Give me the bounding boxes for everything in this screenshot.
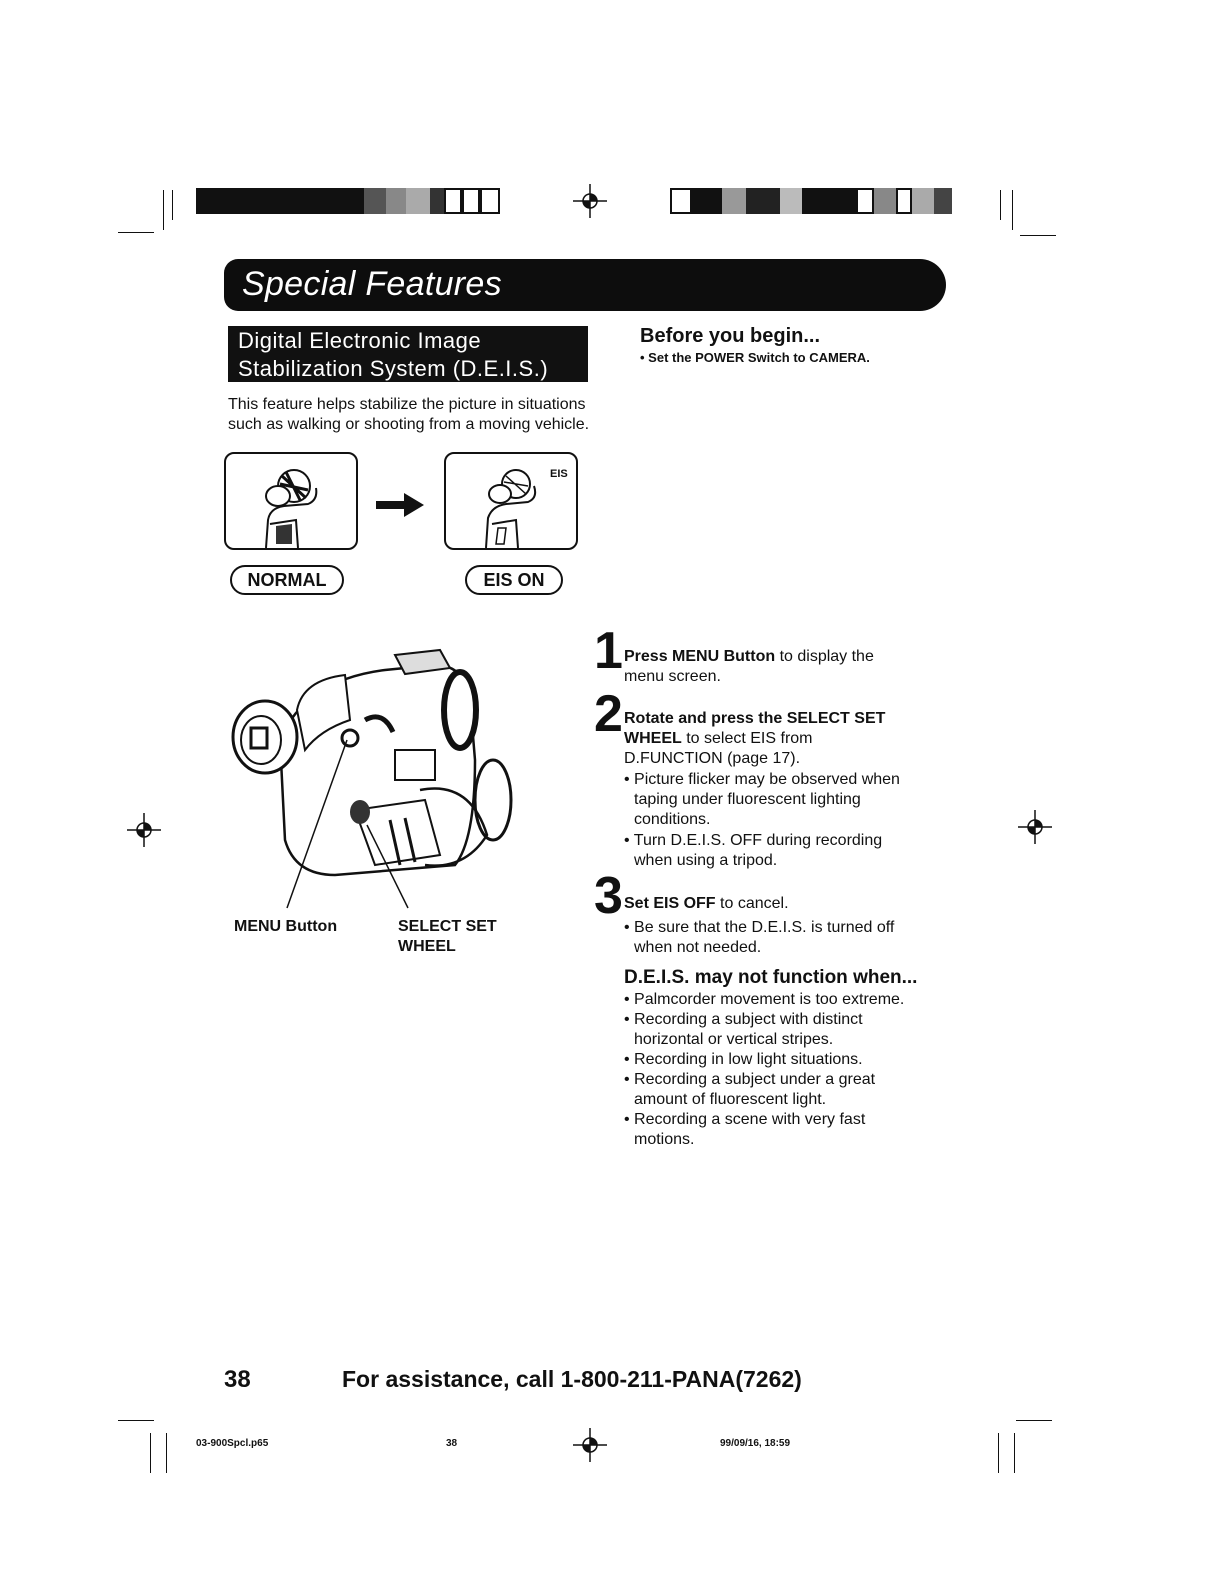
crop-mark — [1016, 1420, 1052, 1421]
step-number: 2 — [594, 685, 623, 743]
color-bar-right — [670, 188, 952, 214]
camcorder-illustration — [225, 640, 525, 920]
menu-button-callout: MENU Button — [234, 918, 338, 935]
crop-mark — [163, 190, 164, 230]
slug-file: 03-900Spcl.p65 — [196, 1438, 269, 1449]
step-line: menu screen. — [624, 668, 721, 685]
intro-text — [228, 395, 648, 435]
color-bar-left — [196, 188, 500, 214]
step-number: 1 — [594, 622, 623, 680]
step-1-text — [624, 647, 874, 687]
bullet-line: motions. — [634, 1131, 695, 1148]
bullet-line: • Recording a subject with distinct — [624, 1011, 863, 1028]
step-number: 3 — [594, 867, 623, 925]
person-camera-icon — [226, 454, 356, 548]
eis-illustration — [444, 452, 578, 550]
feature-subtitle — [228, 326, 588, 382]
list-item — [624, 770, 900, 830]
bullet-line: when not needed. — [634, 939, 762, 956]
bullet-line: taping under fluorescent lighting — [634, 791, 861, 808]
step-rest: to cancel. — [715, 895, 789, 912]
step-bold: WHEEL — [624, 730, 682, 747]
callout-line: WHEEL — [398, 938, 456, 955]
subtitle-line: Stabilization System (D.E.I.S.) — [238, 356, 549, 381]
step-bold: Set EIS OFF — [624, 895, 716, 912]
before-title: Before you begin... — [640, 325, 821, 347]
bullet-line: horizontal or vertical stripes. — [634, 1031, 834, 1048]
step-bold: Rotate and press the SELECT SET — [624, 710, 886, 727]
step-3-text — [624, 894, 789, 914]
normal-label: NORMAL — [230, 565, 344, 595]
intro-line: such as walking or shooting from a moving vehicle. — [228, 416, 590, 433]
registration-target-icon — [127, 813, 161, 847]
eis-mark: EIS — [550, 468, 568, 480]
crop-mark — [1014, 1433, 1015, 1473]
before-item: • Set the POWER Switch to CAMERA. — [640, 350, 870, 365]
crop-mark — [1012, 190, 1013, 230]
slug-page: 38 — [446, 1438, 458, 1449]
bullet-line: • Recording a scene with very fast — [624, 1111, 866, 1128]
bullet-line: amount of fluorescent light. — [634, 1091, 827, 1108]
bullet-line: • Be sure that the D.E.I.S. is turned off — [624, 919, 895, 936]
crop-mark — [1020, 235, 1056, 236]
bullet-line: • Recording a subject under a great — [624, 1071, 876, 1088]
eis-on-label: EIS ON — [465, 565, 563, 595]
crop-mark — [118, 232, 154, 233]
section-banner — [224, 259, 946, 311]
registration-target-icon — [573, 1428, 607, 1462]
crop-mark — [1000, 190, 1001, 220]
select-wheel-callout — [398, 917, 497, 957]
bullet-line: • Recording in low light situations. — [624, 1051, 863, 1068]
subtitle-line: Digital Electronic Image — [238, 328, 482, 353]
step-2-text — [624, 709, 885, 769]
crop-mark — [150, 1433, 151, 1473]
normal-illustration — [224, 452, 358, 550]
registration-target-icon — [1018, 810, 1052, 844]
step-rest: to select EIS from — [681, 730, 813, 747]
bullet-line: conditions. — [634, 811, 711, 828]
crop-mark — [998, 1433, 999, 1473]
registration-target-icon — [573, 184, 607, 218]
banner-title: Special Features — [242, 265, 502, 303]
crop-mark — [166, 1433, 167, 1473]
limits-title: D.E.I.S. may not function when... — [624, 967, 918, 988]
crop-mark — [172, 190, 173, 220]
intro-line: This feature helps stabilize the picture in situations — [228, 396, 586, 413]
list-item — [624, 831, 882, 871]
bullet-line: • Turn D.E.I.S. OFF during recording — [624, 832, 883, 849]
page-number: 38 — [224, 1366, 251, 1393]
crop-mark — [118, 1420, 154, 1421]
bullet-line: • Palmcorder movement is too extreme. — [624, 991, 905, 1008]
arrow-right-icon — [376, 493, 424, 517]
step-line: D.FUNCTION (page 17). — [624, 750, 801, 767]
list-item — [624, 918, 894, 958]
bullet-line: when using a tripod. — [634, 852, 778, 869]
callout-line: SELECT SET — [398, 918, 497, 935]
step-rest: to display the — [775, 648, 874, 665]
step-bold: Press MENU Button — [624, 648, 776, 665]
slug-date: 99/09/16, 18:59 — [720, 1438, 791, 1449]
assistance-line: For assistance, call 1-800-211-PANA(7262) — [342, 1366, 802, 1392]
bullet-line: • Picture flicker may be observed when — [624, 771, 900, 788]
limits-list — [624, 990, 904, 1150]
